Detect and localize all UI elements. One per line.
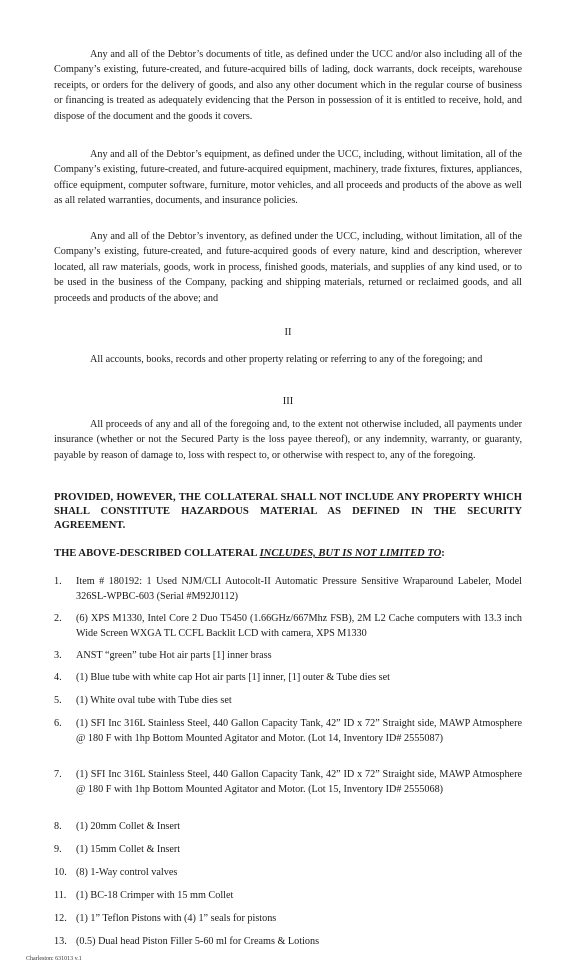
collateral-heading-emphasis: INCLUDES, BUT IS NOT LIMITED TO	[259, 548, 442, 559]
list-item-number: 4.	[54, 672, 62, 683]
list-item-text: (8) 1-Way control valves	[76, 867, 178, 878]
list-item-number: 6.	[54, 718, 62, 729]
collateral-heading-suffix: :	[441, 548, 445, 559]
list-item-text: (1) SFI Inc 316L Stainless Steel, 440 Gallon Capacity Tank, 42” ID x 72” Straight side, MAWP Atmosphere @ 180 F with 1hp Bottom Mounted Agitator and Motor. (Lot 14, Inventory ID# 2555087)	[76, 718, 522, 745]
documents-of-title-paragraph: Any and all of the Debtor’s documents of title, as defined under the UCC and/or also including all of the Company’s existing, future-created, and future-acquired bills of lading, dock warrants, dock receipts, warehouse receipts, or orders for the delivery of goods, and also any other document which in the regular course of business or financing is treated as adequately evidencing that the Person in possession of it is entitled to receive, hold, and dispose of the document and the goods it covers.	[54, 49, 522, 122]
list-item-text: ANST “green” tube Hot air parts [1] inner brass	[76, 650, 272, 661]
list-item	[54, 767, 522, 798]
equipment-paragraph: Any and all of the Debtor’s equipment, as defined under the UCC, including, without limitation, all of the Company’s existing, future-created, and future-acquired equipment, machinery, trade fixtures, fixtures, appliances, office equipment, computer software, furniture, motor vehicles, and all proceeds and products of the above as well as all related warranties, documents, and insurance policies.	[54, 149, 522, 207]
list-item-number: 2.	[54, 613, 62, 624]
list-item	[54, 670, 522, 685]
list-item-text: (1) White oval tube with Tube dies set	[76, 695, 232, 706]
list-item	[54, 611, 522, 642]
inventory-paragraph: Any and all of the Debtor’s inventory, as defined under the UCC, including, without limitation, all of the Company’s existing, future-created, and future-acquired goods of every nature, kind and description, wherever located, all raw materials, goods, work in process, finished goods, materials, and supplies of any kind used, or to be used in the business of the Company, packing and shipping materials, returned or reclaimed goods, and all proceeds and products of the above; and	[54, 231, 522, 304]
list-item-number: 13.	[54, 936, 67, 947]
collateral-heading	[54, 547, 522, 561]
list-item-number: 5.	[54, 695, 62, 706]
list-item	[54, 888, 522, 903]
list-item-text: (1) BC-18 Crimper with 15 mm Collet	[76, 890, 234, 901]
list-item	[54, 574, 522, 605]
list-item-text: (1) SFI Inc 316L Stainless Steel, 440 Gallon Capacity Tank, 42” ID x 72” Straight side, MAWP Atmosphere @ 180 F with 1hp Bottom Mounted Agitator and Motor. (Lot 15, Inventory ID# 2555068)	[76, 769, 522, 796]
list-item	[54, 648, 522, 663]
list-item	[54, 819, 522, 834]
list-item-number: 3.	[54, 650, 62, 661]
section-iii-paragraph: All proceeds of any and all of the foregoing and, to the extent not otherwise included, all payments under insurance (whether or not the Secured Party is the loss payee thereof), or any indemnity, warranty, or guaranty, payable by reason of damage to, loss with respect to, or otherwise with respect to, any of the foregoing.	[54, 419, 522, 461]
list-item-text: (1) 15mm Collet & Insert	[76, 844, 181, 855]
section-ii-label: II	[284, 327, 292, 338]
list-item-text: (6) XPS M1330, Intel Core 2 Duo T5450 (1.66GHz/667Mhz FSB), 2M L2 Cache computers with 13.3 inch Wide Screen WXGA TL CCFL Backlit LCD with camera, XPS M1330	[76, 613, 522, 640]
list-item-number: 10.	[54, 867, 67, 878]
proviso-paragraph: PROVIDED, HOWEVER, THE COLLATERAL SHALL NOT INCLUDE ANY PROPERTY WHICH SHALL CONSTITUTE HAZARDOUS MATERIAL AS DEFINED IN THE SECURITY AGREEMENT.	[54, 492, 522, 531]
list-item	[54, 934, 522, 949]
collateral-heading-prefix: THE ABOVE-DESCRIBED COLLATERAL	[54, 548, 260, 559]
list-item-number: 12.	[54, 913, 67, 924]
list-item-text: (1) Blue tube with white cap Hot air parts [1] inner, [1] outer & Tube dies set	[76, 672, 390, 683]
list-item-number: 7.	[54, 769, 62, 780]
list-item	[54, 911, 522, 926]
list-item-text: (1) 20mm Collet & Insert	[76, 821, 181, 832]
list-item-number: 11.	[54, 890, 67, 901]
section-ii-paragraph: All accounts, books, records and other property relating or referring to any of the foregoing; and	[90, 354, 483, 365]
list-item-text: (1) 1” Teflon Pistons with (4) 1” seals for pistons	[76, 913, 277, 924]
document-footer: Charleston: 631013 v.1	[26, 956, 82, 962]
list-item-number: 1.	[54, 576, 62, 587]
list-item	[54, 842, 522, 857]
list-item	[54, 865, 522, 880]
list-item-number: 9.	[54, 844, 62, 855]
list-item-number: 8.	[54, 821, 62, 832]
list-item-text: Item # 180192: 1 Used NJM/CLI Autocolt-II Automatic Pressure Sensitive Wraparound Labeler, Model 326SL-WPBC-603 (Serial #M92J0112)	[76, 576, 522, 603]
list-item	[54, 716, 522, 747]
section-iii-label: III	[282, 396, 294, 407]
list-item	[54, 693, 522, 708]
list-item-text: (0.5) Dual head Piston Filler 5-60 ml for Creams & Lotions	[76, 936, 320, 947]
